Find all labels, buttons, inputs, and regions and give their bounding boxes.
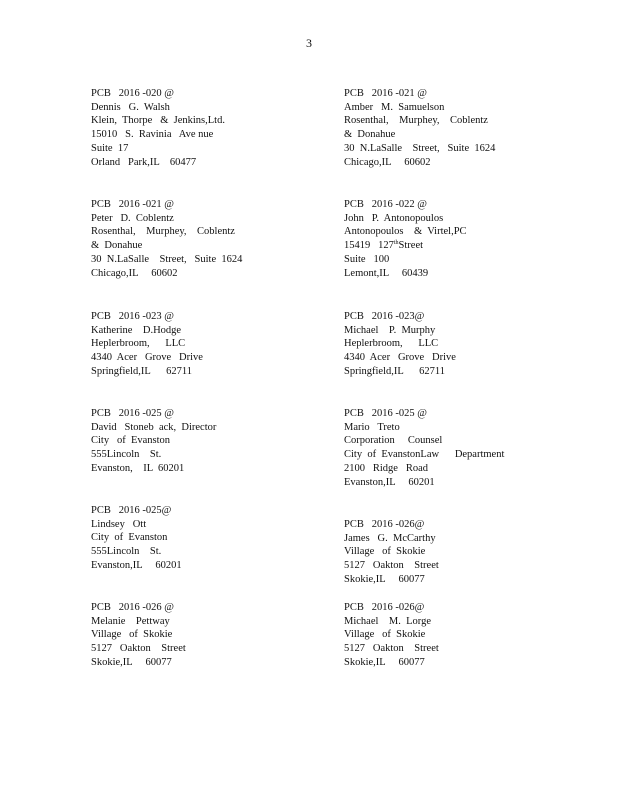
street-address: 555Lincoln St.	[91, 546, 162, 558]
contact-name: David Stoneb ack, Director	[91, 421, 217, 433]
street-address: 15010 S. Ravinia Ave nue	[91, 129, 214, 141]
street-address: 30 N.LaSalle Street, Suite 1624	[91, 253, 243, 265]
address-block-lorge	[344, 601, 504, 670]
address-block-ott	[91, 504, 261, 573]
case-number: PCB 2016 -023@	[344, 311, 425, 322]
contact-name: John P. Antonopoulos	[344, 212, 444, 224]
street-address: 4340 Acer Grove Drive	[91, 352, 203, 364]
organization: City of Evanston	[91, 532, 168, 544]
address-block-samuelson	[344, 87, 504, 169]
firm-name-continued: & Donahue	[91, 240, 143, 252]
case-number: PCB 2016 -021 @	[344, 88, 427, 99]
firm-name: Heplerbroom, LLC	[91, 338, 186, 350]
contact-name: Katherine D.Hodge	[91, 324, 182, 336]
address-block-walsh	[91, 87, 261, 169]
contact-name: James G. McCarthy	[344, 532, 436, 544]
contact-name: Amber M. Samuelson	[344, 101, 445, 113]
contact-name: Mario Treto	[344, 421, 400, 433]
ordinal-suffix: th	[393, 240, 399, 247]
title: Corporation Counsel	[344, 435, 443, 447]
address-block-hodge	[91, 310, 261, 379]
city-state-zip: Skokie,IL 60077	[91, 656, 172, 668]
street-address: 2100 Ridge Road	[344, 462, 428, 474]
street-address	[344, 239, 504, 253]
street-address: 555Lincoln St.	[91, 449, 162, 461]
case-number: PCB 2016 -023 @	[91, 311, 174, 322]
city-state-zip: Springfield,IL 62711	[344, 365, 446, 377]
case-number: PCB 2016 -026 @	[91, 602, 174, 613]
street-address: 4340 Acer Grove Drive	[344, 352, 456, 364]
street-suffix: Street	[398, 240, 424, 252]
organization: Village of Skokie	[344, 546, 426, 558]
address-block-treto	[344, 407, 504, 489]
case-number: PCB 2016 -026@	[344, 519, 425, 530]
street-address: 30 N.LaSalle Street, Suite 1624	[344, 142, 496, 154]
city-state-zip: Evanston,IL 60201	[91, 559, 182, 571]
street-number: 15419 127	[344, 240, 394, 252]
case-number: PCB 2016 -025 @	[91, 408, 174, 419]
firm-name-continued: & Donahue	[344, 129, 396, 141]
firm-name: Rosenthal, Murphey, Coblentz	[91, 226, 235, 238]
contact-name: Michael P. Murphy	[344, 324, 436, 336]
contact-name: Michael M. Lorge	[344, 615, 431, 627]
case-number: PCB 2016 -020 @	[91, 88, 174, 99]
address-block-murphy	[344, 310, 504, 379]
street-address: 5127 Oakton Street	[344, 643, 439, 655]
organization: City of EvanstonLaw Department	[344, 449, 505, 461]
firm-name: Rosenthal, Murphey, Coblentz	[344, 115, 488, 127]
street-address: 5127 Oakton Street	[91, 643, 186, 655]
address-block-pettway	[91, 601, 261, 670]
street-address: 5127 Oakton Street	[344, 560, 439, 572]
contact-name: Peter D. Coblentz	[91, 212, 174, 224]
address-block-coblentz	[91, 198, 261, 280]
city-state-zip: Orland Park,IL 60477	[91, 156, 197, 168]
city-state-zip: Skokie,IL 60077	[344, 573, 425, 585]
city-state-zip: Lemont,IL 60439	[344, 267, 429, 279]
contact-name: Lindsey Ott	[91, 518, 147, 530]
case-number: PCB 2016 -026@	[344, 602, 425, 613]
contact-name: Dennis G. Walsh	[91, 101, 170, 113]
page-number: 3	[306, 36, 312, 50]
firm-name: Klein, Thorpe & Jenkins,Ltd.	[91, 115, 225, 127]
contact-name: Melanie Pettway	[91, 615, 170, 627]
organization: City of Evanston	[91, 435, 171, 447]
city-state-zip: Chicago,IL 60602	[91, 267, 178, 279]
city-state-zip: Evanston,IL 60201	[344, 476, 435, 488]
city-state-zip: Chicago,IL 60602	[344, 156, 431, 168]
firm-name: Antonopoulos & Virtel,PC	[344, 226, 467, 238]
case-number: PCB 2016 -025 @	[344, 408, 427, 419]
organization: Village of Skokie	[91, 629, 173, 641]
city-state-zip: Springfield,IL 62711	[91, 365, 193, 377]
address-block-mccarthy	[344, 518, 504, 587]
suite: Suite 17	[91, 142, 129, 154]
firm-name: Heplerbroom, LLC	[344, 338, 439, 350]
case-number: PCB 2016 -021 @	[91, 199, 174, 210]
organization: Village of Skokie	[344, 629, 426, 641]
address-block-stonebaack	[91, 407, 261, 476]
suite: Suite 100	[344, 253, 390, 265]
address-block-antonopoulos	[344, 198, 504, 280]
city-state-zip: Evanston, IL 60201	[91, 462, 185, 474]
case-number: PCB 2016 -025@	[91, 505, 172, 516]
city-state-zip: Skokie,IL 60077	[344, 656, 425, 668]
case-number: PCB 2016 -022 @	[344, 199, 427, 210]
